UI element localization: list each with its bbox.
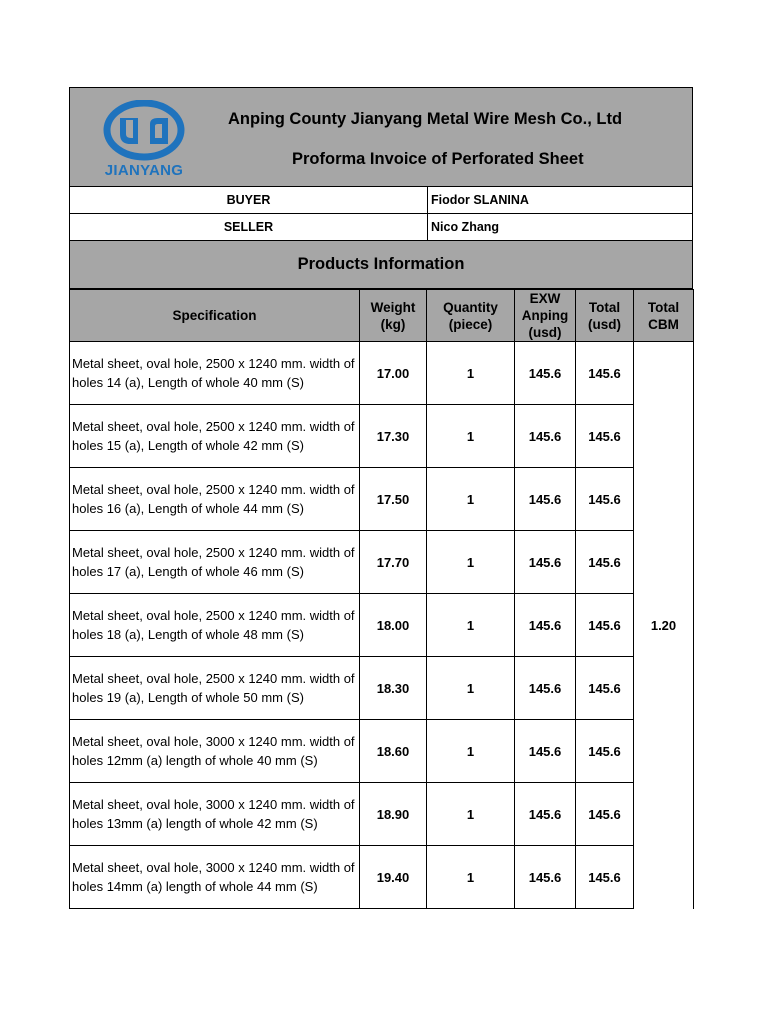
cell-specification: Metal sheet, oval hole, 2500 x 1240 mm. width of holes 18 (a), Length of whole 48 mm (S) — [70, 594, 360, 657]
table-row — [70, 783, 694, 846]
cell-total: 145.6 — [576, 342, 634, 405]
table-row — [70, 342, 694, 405]
cell-weight: 17.70 — [360, 531, 427, 594]
cell-exw: 145.6 — [515, 783, 576, 846]
cell-weight: 18.60 — [360, 720, 427, 783]
table-row — [70, 531, 694, 594]
cell-exw: 145.6 — [515, 531, 576, 594]
cell-weight: 17.00 — [360, 342, 427, 405]
cell-total: 145.6 — [576, 405, 634, 468]
col-header-cbm: Total CBM — [634, 290, 694, 342]
cell-total: 145.6 — [576, 468, 634, 531]
table-row — [70, 846, 694, 909]
cell-exw: 145.6 — [515, 720, 576, 783]
table-row — [70, 657, 694, 720]
col-header-total: Total (usd) — [576, 290, 634, 342]
cell-specification: Metal sheet, oval hole, 3000 x 1240 mm. width of holes 13mm (a) length of whole 42 mm (S) — [70, 783, 360, 846]
table-row — [70, 720, 694, 783]
cell-quantity: 1 — [427, 342, 515, 405]
col-header-quantity: Quantity (piece) — [427, 290, 515, 342]
col-header-exw: EXW Anping (usd) — [515, 290, 576, 342]
cell-exw: 145.6 — [515, 657, 576, 720]
table-row — [70, 405, 694, 468]
company-name: Anping County Jianyang Metal Wire Mesh Co., Ltd — [228, 110, 623, 128]
cell-quantity: 1 — [427, 846, 515, 909]
cell-specification: Metal sheet, oval hole, 2500 x 1240 mm. width of holes 14 (a), Length of whole 40 mm (S) — [70, 342, 360, 405]
invoice-sheet — [69, 87, 693, 909]
table-header-row — [70, 290, 694, 342]
cell-weight: 19.40 — [360, 846, 427, 909]
col-header-weight: Weight (kg) — [360, 290, 427, 342]
invoice-header — [69, 87, 693, 187]
cell-total: 145.6 — [576, 846, 634, 909]
cell-exw: 145.6 — [515, 405, 576, 468]
cell-total: 145.6 — [576, 531, 634, 594]
cell-exw: 145.6 — [515, 342, 576, 405]
cell-specification: Metal sheet, oval hole, 2500 x 1240 mm. width of holes 19 (a), Length of whole 50 mm (S) — [70, 657, 360, 720]
section-title: Products Information — [69, 241, 693, 289]
company-logo — [98, 100, 190, 180]
cell-specification: Metal sheet, oval hole, 2500 x 1240 mm. width of holes 17 (a), Length of whole 46 mm (S) — [70, 531, 360, 594]
cell-exw: 145.6 — [515, 846, 576, 909]
cell-quantity: 1 — [427, 720, 515, 783]
cell-total: 145.6 — [576, 783, 634, 846]
cell-quantity: 1 — [427, 594, 515, 657]
cell-specification: Metal sheet, oval hole, 3000 x 1240 mm. width of holes 12mm (a) length of whole 40 mm (S) — [70, 720, 360, 783]
table-row — [70, 594, 694, 657]
cell-total: 145.6 — [576, 720, 634, 783]
buyer-label: BUYER — [70, 187, 428, 213]
table-row — [70, 468, 694, 531]
cell-specification: Metal sheet, oval hole, 2500 x 1240 mm. width of holes 15 (a), Length of whole 42 mm (S) — [70, 405, 360, 468]
cell-weight: 18.30 — [360, 657, 427, 720]
cell-quantity: 1 — [427, 405, 515, 468]
col-header-specification: Specification — [70, 290, 360, 342]
products-table — [69, 289, 694, 909]
cell-quantity: 1 — [427, 531, 515, 594]
cell-quantity: 1 — [427, 468, 515, 531]
seller-value: Nico Zhang — [431, 220, 500, 234]
cell-total: 145.6 — [576, 657, 634, 720]
cell-specification: Metal sheet, oval hole, 2500 x 1240 mm. width of holes 16 (a), Length of whole 44 mm (S) — [70, 468, 360, 531]
cell-quantity: 1 — [427, 657, 515, 720]
cell-total: 145.6 — [576, 594, 634, 657]
cell-weight: 17.30 — [360, 405, 427, 468]
logo-wordmark: JIANYANG — [104, 162, 184, 179]
cell-weight: 18.00 — [360, 594, 427, 657]
seller-row — [69, 214, 693, 241]
logo-emblem-icon — [98, 100, 190, 162]
cell-quantity: 1 — [427, 783, 515, 846]
cell-total-cbm: 1.20 — [634, 342, 694, 909]
cell-exw: 145.6 — [515, 594, 576, 657]
cell-weight: 18.90 — [360, 783, 427, 846]
buyer-row — [69, 187, 693, 214]
buyer-value: Fiodor SLANINA — [431, 193, 529, 207]
document-title: Proforma Invoice of Perforated Sheet — [292, 150, 584, 168]
seller-label: SELLER — [70, 214, 428, 240]
cell-specification: Metal sheet, oval hole, 3000 x 1240 mm. width of holes 14mm (a) length of whole 44 mm (S) — [70, 846, 360, 909]
cell-weight: 17.50 — [360, 468, 427, 531]
cell-exw: 145.6 — [515, 468, 576, 531]
